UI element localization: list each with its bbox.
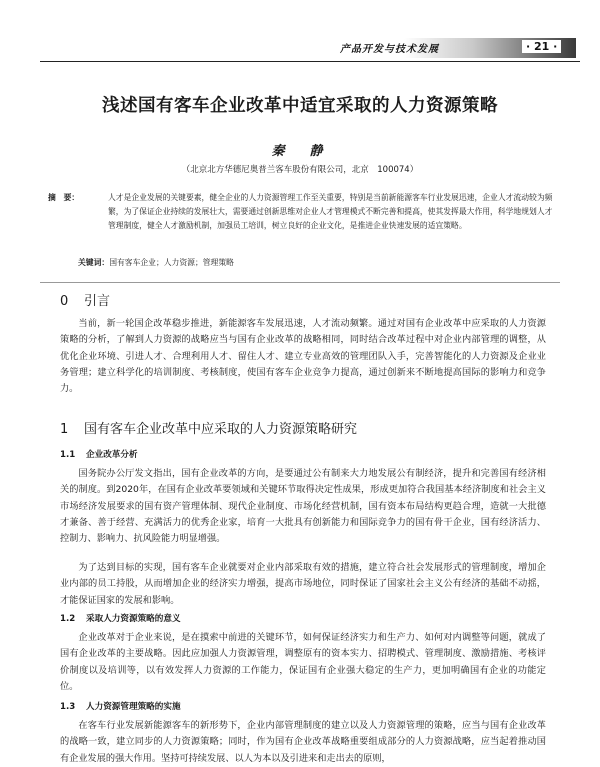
- section-0-number: 0: [60, 294, 69, 309]
- section-1-1-number: 1.1: [60, 450, 76, 460]
- section-1-1-heading: [60, 448, 138, 460]
- abstract-divider: [40, 282, 560, 283]
- section-1-2-title: 采取人力资源策略的意义: [86, 614, 181, 624]
- article-title: 浅述国有客车企业改革中适宜采取的人力资源策略: [102, 96, 498, 116]
- section-1-2-heading: [60, 612, 181, 624]
- section-1-3-paragraph: 在客车行业发展新能源客车的新形势下，企业内部管理制度的建立以及人力资源管理的策略，应当与国有企业改革的战略一致，建立同步的人力资源策略；同时，作为国有企业改革战略重要组成部分的人力资源战略，应当起着推动国有企业发展的强大作用。坚持可持续发展、以人为本以及引进来和走出去的原则，: [60, 720, 546, 764]
- section-0-title: 引言: [84, 294, 111, 309]
- section-1-1-paragraph-1: 国务院办公厅发文指出，国有企业改革的方向，是要通过公有制来大力地发展公有制经济，提升和完善国有经济相关的制度。到2020年，在国有企业改革要领域和关键环节取得决定性成果，形成更加符合我国基本经济制度和社会主义市场经济发展要求的国有资产管理体制、现代企业制度、市场化经营机制，国有资本布局结构更趋合理，造就一大批德才兼备、善于经营、充满活力的优秀企业家，培育一大批具有创新能力和国际竞争力的国有骨干企业，国有经济活力、控制力、影响力、抗风险能力明显增强。: [60, 468, 546, 545]
- abstract-label: 摘 要：: [48, 193, 80, 202]
- section-1-number: 1: [60, 422, 69, 437]
- author-name: 秦 静: [271, 144, 329, 159]
- section-1-heading: [60, 418, 357, 437]
- journal-name: 产品开发与技术发展: [340, 44, 439, 55]
- section-1-2-paragraph: 企业改革对于企业来说，是在摸索中前进的关键环节，如何保证经济实力和生产力、如何对内调整等问题，就成了国有企业改革的主要战略。因此应加强人力资源管理，调整原有的资本实力、招聘模式、管理制度、激励措施、考核评价制度以及培训等，以有效发挥人力资源的工作能力，保证国有企业强大稳定的生产力，更加明确国有企业的功能定位。: [60, 632, 546, 692]
- keywords: [78, 257, 554, 268]
- section-1-3-number: 1.3: [60, 702, 76, 712]
- section-1-1-title: 企业改革分析: [86, 450, 138, 460]
- keywords-text: 国有客车企业；人力资源；管理策略: [109, 258, 234, 267]
- section-1-title: 国有客车企业改革中应采取的人力资源策略研究: [84, 422, 358, 437]
- section-0-paragraph: 当前，新一轮国企改革稳步推进，新能源客车发展迅速，人才流动频繁。通过对国有企业改革中应采取的人力资源策略的分析，了解到人力资源的战略应当与国有企业改革的战略相同，同时结合改革过程中对企业内部管理的调整，从优化企业环境、引进人才、合理利用人才、留住人才、建立专业高效的管理团队入手，完善智能化的人力资源及企业业务管理；建立科学化的培训制度、考核制度，使国有客车企业竞争力提高，通过创新来不断地提高国际的影响力和竞争力。: [60, 318, 546, 395]
- page-number: · 21 ·: [522, 40, 561, 53]
- section-1-2-number: 1.2: [60, 614, 76, 624]
- abstract-text: 人才是企业发展的关键要素，健全企业的人力资源管理工作至关重要，特别是当前新能源客车行业发展迅速，企业人才流动较为频繁，为了保证企业持续的发展壮大，需要通过创新思维对企业人才管理模式不断完善和提高，使其发挥最大作用，科学地规划人才管理制度，健全人才激励机制，加强员工培训，树立良好的企业文化，是推进企业快速发展的适宜策略。: [108, 193, 553, 230]
- author-affiliation: （北京北方华德尼奥普兰客车股份有限公司，北京 100074）: [181, 165, 419, 175]
- section-0-heading: [60, 290, 110, 309]
- header-rule: [40, 61, 580, 62]
- section-1-1-paragraph-2: 为了达到目标的实现，国有客车企业就要对企业内部采取有效的措施，建立符合社会发展形式的管理制度，增加企业内部的员工持股，从而增加企业的经济实力增强，提高市场地位，同时保证了国家社会主义公有经济的基础不动摇，才能保证国家的发展和影响。: [60, 562, 546, 606]
- section-1-3-title: 人力资源管理策略的实施: [86, 702, 181, 712]
- keywords-label: 关键词：: [78, 258, 110, 267]
- section-1-3-heading: [60, 700, 181, 712]
- abstract: [48, 191, 554, 232]
